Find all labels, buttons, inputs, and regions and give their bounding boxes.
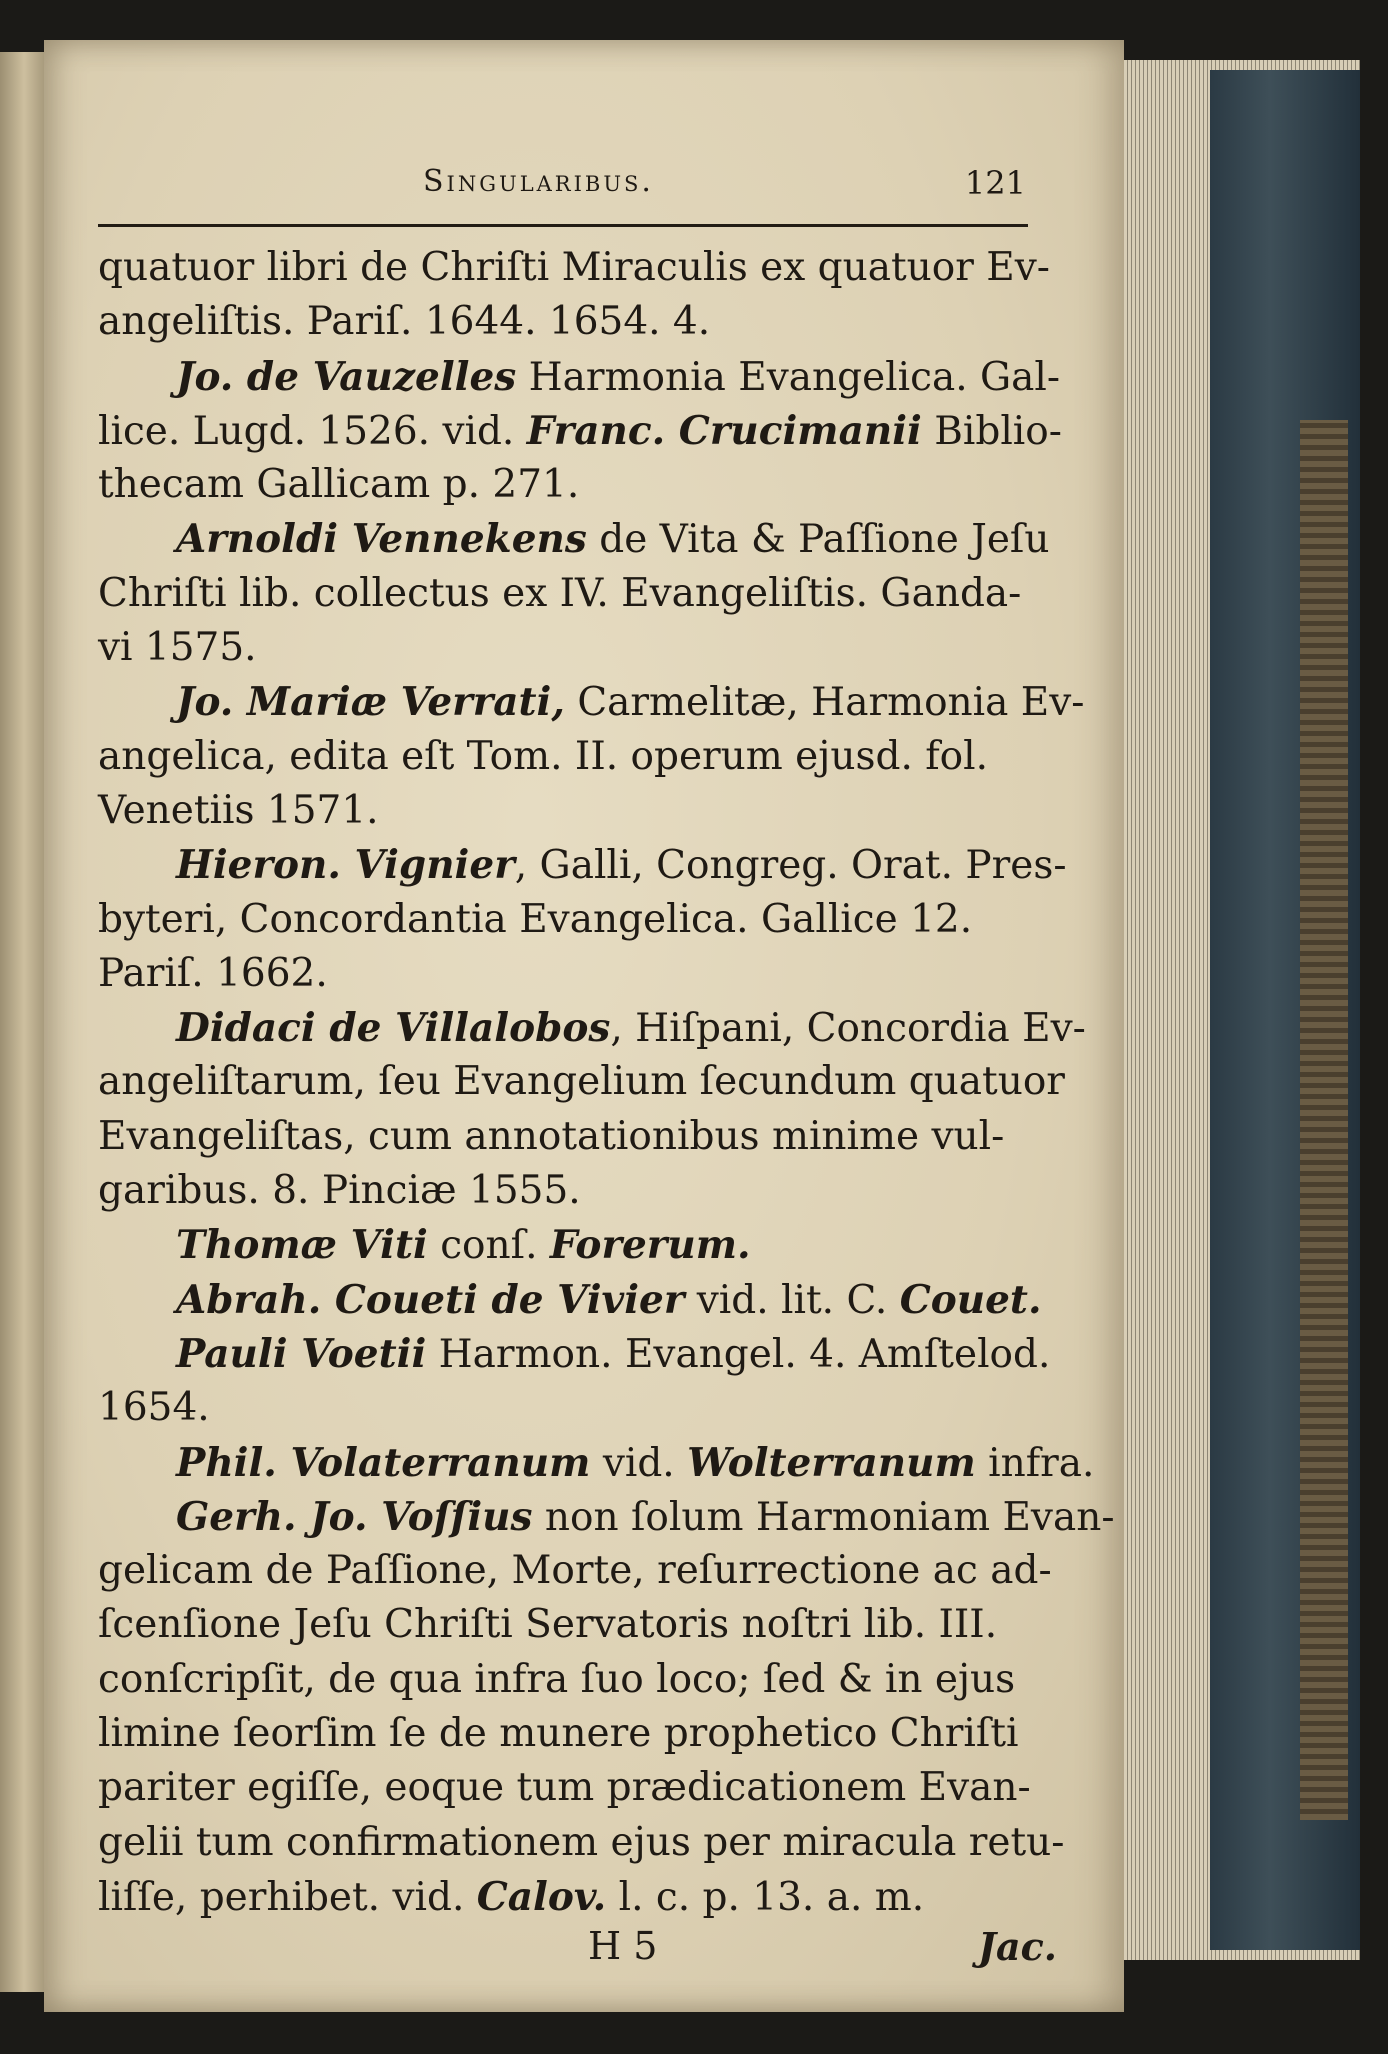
text-line [98, 404, 1062, 458]
text-run: liſſe, perhibet. vid. [98, 1874, 477, 1920]
page-number: 121 [964, 164, 1026, 202]
text-line [98, 1490, 1115, 1544]
text-run: non ſolum Harmoniam Evan- [532, 1494, 1115, 1540]
text-run: ſcenſione Jeſu Chriſti Servatoris noſtri lib. III. [98, 1602, 998, 1648]
text-line [98, 1001, 1086, 1055]
text-line [98, 1544, 1052, 1598]
text-line [98, 1761, 1048, 1815]
text-run: thecam Gallicam p. 271. [98, 462, 580, 508]
italic-name: Calov. [476, 1873, 607, 1920]
text-run: l. c. p. 13. a. m. [606, 1874, 925, 1920]
text-run: garibus. 8. Pinciæ 1555. [98, 1168, 581, 1214]
running-head [98, 164, 1048, 220]
text-run: gelicam de Paſſione, Morte, reſurrectione ac ad- [98, 1548, 1052, 1594]
text-run: Harmon. Evangel. 4. Amſtelod. [426, 1331, 1051, 1377]
italic-name: Thomæ Viti [176, 1222, 428, 1269]
text-run: limine ſeorſim ſe de munere prophetico Chriſti [98, 1711, 1019, 1757]
italic-name: Hieron. Vignier [176, 842, 515, 889]
text-run: vid. lit. C. [684, 1277, 900, 1323]
text-line [98, 1273, 1048, 1327]
text-run: Evangeliſtas, cum annotationibus minime vul- [98, 1113, 1005, 1159]
text-run: Pariſ. 1662. [98, 950, 328, 996]
text-line [98, 838, 1067, 892]
text-line [98, 621, 1048, 675]
text-run: 1654. [98, 1385, 210, 1431]
text-line [98, 1816, 1065, 1870]
text-line [98, 567, 1048, 621]
italic-name: Forerum. [549, 1222, 751, 1269]
catchword: Jac. [978, 1924, 1057, 1970]
text-run: angeliſtis. Pariſ. 1644. 1654. 4. [98, 299, 711, 345]
text-line [98, 512, 1048, 566]
text-line [98, 947, 1048, 1001]
text-run: infra. [975, 1440, 1095, 1486]
text-line [98, 1598, 1048, 1652]
text-line [98, 1653, 1048, 1707]
text-line [98, 350, 1061, 404]
text-run: angelica, edita eſt Tom. II. operum ejusd. fol. [98, 733, 989, 779]
text-line [98, 1327, 1051, 1381]
text-run: gelii tum confirmationem ejus per miracula retu- [98, 1819, 1065, 1865]
italic-name: Jo. Mariæ Verrati, [176, 679, 565, 726]
text-line [98, 295, 1048, 349]
text-run: , Hiſpani, Concordia Ev- [610, 1006, 1086, 1052]
text-line [98, 1110, 1048, 1164]
text-run: Chriſti lib. collectus ex IV. Evangeliſtis. Ganda- [98, 570, 1022, 616]
worn-cover-edge [1300, 420, 1348, 1820]
italic-name: Pauli Voetii [176, 1330, 427, 1377]
text-run: angeliſtarum, ſeu Evangelium ſecundum quatuor [98, 1059, 1065, 1105]
body-text [98, 241, 1115, 1924]
text-line [98, 893, 1048, 947]
italic-name: Arnoldi Vennekens [176, 516, 587, 563]
text-run: byteri, Concordantia Evangelica. Gallice 12. [98, 896, 973, 942]
text-line [98, 1870, 1048, 1924]
text-line [98, 1436, 1095, 1490]
left-page-edge [0, 52, 44, 1992]
italic-name: Gerh. Jo. Voſſius [176, 1493, 533, 1540]
text-run: vi 1575. [98, 625, 257, 671]
text-run: pariter egiſſe, eoque tum prædicationem Evan- [98, 1765, 1031, 1811]
page-footer [98, 1924, 1057, 1978]
text-line [98, 1055, 1065, 1109]
text-line [98, 1164, 1048, 1218]
text-line [98, 1381, 1048, 1435]
italic-name: Couet. [899, 1276, 1042, 1323]
italic-name: Didaci de Villalobos [176, 1005, 611, 1052]
text-run: Venetiis 1571. [98, 787, 379, 833]
text-run: quatuor libri de Chriſti Miraculis ex quatuor Ev- [98, 245, 1050, 290]
italic-name: Phil. Volaterranum [176, 1439, 591, 1486]
running-title: Singularibus. [423, 164, 654, 199]
text-line [98, 458, 1048, 512]
italic-name: Abrah. Coueti de Vivier [176, 1276, 685, 1323]
page-content [98, 164, 1115, 1978]
text-run: , Galli, Congreg. Orat. Pres- [514, 843, 1067, 889]
italic-name: Jo. de Vauzelles [176, 353, 517, 400]
text-line [98, 675, 1085, 729]
header-rule [98, 224, 1028, 227]
signature-mark: H 5 [588, 1924, 658, 1969]
text-run: Harmonia Evangelica. Gal- [516, 354, 1061, 400]
text-run: de Vita & Paſſione Jeſu [586, 517, 1050, 563]
italic-name: Franc. Crucimanii [526, 407, 922, 454]
text-run: conſcripſit, de qua infra ſuo loco; ſed & in ejus [98, 1656, 1016, 1702]
italic-name: Wolterranum [687, 1439, 976, 1486]
text-line [98, 730, 1048, 784]
text-run: conſ. [427, 1223, 550, 1269]
text-run: Biblio- [921, 408, 1062, 454]
text-line [98, 241, 1048, 295]
text-run: vid. [590, 1440, 688, 1486]
text-run: Carmelitæ, Harmonia Ev- [564, 680, 1085, 726]
text-line [98, 1218, 1048, 1272]
text-line [98, 1707, 1048, 1761]
text-run: lice. Lugd. 1526. vid. [98, 408, 527, 454]
text-line [98, 784, 1048, 838]
